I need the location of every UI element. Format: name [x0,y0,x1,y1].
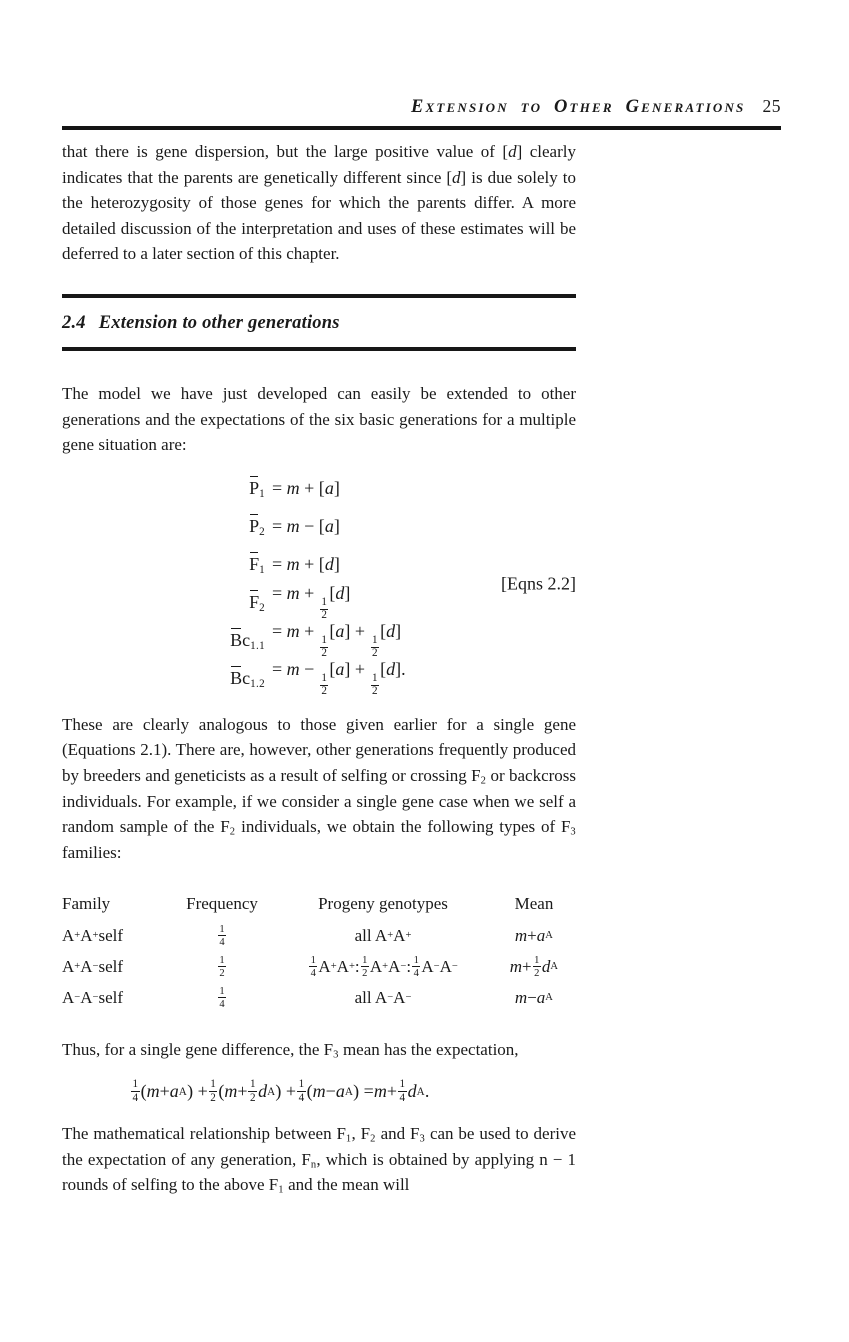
table-header-mean: Mean [514,893,554,913]
table-cell-family: A − A − self [62,987,124,1007]
section-heading-block [62,294,576,351]
heading-rule-top [62,294,576,298]
table-cell-frequency: 1 4 [219,923,225,948]
f3-mean-equation: 1 4 ( m + a A ) + 1 2 ( m + 1 2 d A ) + 1 4 ( m − a A ) = m + 1 4 d A . [132,1078,430,1104]
table-cell-mean: m + 1 2 d A [509,954,559,979]
table-cell-mean: m + a A [514,925,554,945]
table-cell-family: A + A − self [62,956,124,976]
equation-line [62,470,576,508]
running-head-title: Extension to Other Generations [410,97,746,117]
table-cell-frequency: 1 2 [219,954,225,979]
equation-lhs: $F_1$ [249,554,265,577]
equation-rhs: = m − $\frac{1}{2}$ [a] + $\frac{1}{2}$ [d]. [272,659,406,698]
table-cell-frequency: 1 4 [219,985,225,1010]
intro-paragraph: that there is gene dispersion, but the large positive value of [d] clearly indicates that the parents are genetically different since [d] is due solely to the heterozygosity of those genes for which the parents differ. A more detailed discussion of the interpretation and uses of these estimates will be deferred to a later section of this chapter. [62,142,576,264]
table-header-frequency: Frequency [186,893,258,913]
equation-line [62,622,576,660]
analogous-paragraph: These are clearly analogous to those given earlier for a single gene (Equations 2.1). There are, however, other generations frequently produced by breeders and geneticists as a result of selfing or crossing $F_2$ or backcross individuals. For example, if we consider a single gene case when we self a random sample of the $F_2$ individuals, we obtain the following types of $F_3$ families: [62,714,577,862]
equation-line [62,508,576,546]
table-cell-mean: m − a A [514,987,554,1007]
equation-lhs: $Bc_{1.1}$ [230,630,265,653]
table-header-family: Family [62,893,111,913]
equation-rhs: = m + [a] [272,478,340,499]
table-header-progeny: Progeny genotypes [318,893,448,913]
equation-line [62,660,576,698]
text-column [62,139,576,1198]
equation-rhs: = m + [d] [272,554,340,575]
page-number: 25 [762,96,781,116]
equation-rhs: = m + $\frac{1}{2}$ [d] [272,583,351,622]
section-title: Extension to other generations [98,312,340,333]
f3-families-table [62,887,576,1013]
equations-label: [Eqns 2.2] [501,573,576,594]
equation-rhs: = m − [a] [272,516,340,537]
section-heading [62,313,576,334]
equation-line [62,546,576,584]
table-cell-progeny: all A + A + [354,925,412,945]
page-header [62,96,781,118]
equation-lhs: $Bc_{1.2}$ [230,668,265,691]
equation-rhs: = m + $\frac{1}{2}$ [a] + $\frac{1}{2}$ [d] [272,621,402,660]
table-cell-progeny: 1 4 A + A + : $\frac{1}{2}$ A + A − : $\frac{1}{4}$ A − A − [310,954,458,979]
table-cell-family: A + A + self [62,925,124,945]
equation-lhs: $P_1$ [249,478,265,501]
closing-paragraph: The mathematical relationship between $F_1$, $F_2$ and $F_3$ can be used to derive the expectation of any generation, $F_n$, which is obtained by applying n − 1 rounds of selfing to the above $F_1$ and the mean will [62,1123,576,1196]
header-rule [62,126,781,130]
equations-block [62,470,576,698]
equation-lhs: $F_2$ [249,592,265,615]
thus-paragraph: Thus, for a single gene difference, the $F_3$ mean has the expectation, [62,1040,519,1061]
heading-rule-bottom [62,347,576,351]
equation-lhs: $P_2$ [249,516,265,539]
section-number: 2.4 [62,312,86,333]
model-paragraph: The model we have just developed can easily be extended to other generations and the expectations of the six basic generations for a multiple gene situation are: [62,383,576,455]
equation-line [62,584,576,622]
table-cell-progeny: all A − A − [354,987,412,1007]
